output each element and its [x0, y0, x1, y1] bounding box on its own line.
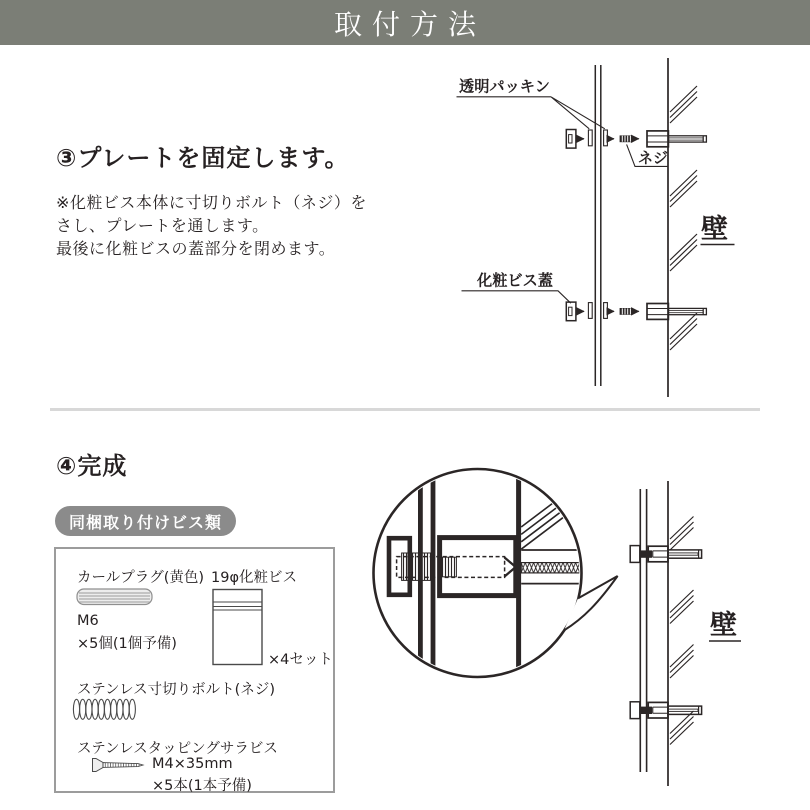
- part-tapping-name: ステンレスタッピングサラビス: [77, 741, 278, 757]
- wall-hatch: [670, 711, 694, 745]
- cap-label-text: 化粧ビス蓋: [477, 271, 553, 290]
- wall-label-text: 壁: [710, 610, 737, 641]
- wall-hatch: [670, 590, 694, 624]
- screw-assembly-upper: [566, 130, 706, 149]
- tapping-screw-illustration: [90, 755, 146, 775]
- part-bolt-name: ステンレス寸切りボルト(ネジ): [77, 682, 276, 698]
- wall-hatch: [670, 234, 697, 271]
- page-header: [0, 0, 810, 45]
- screw-label-text: ネジ: [638, 149, 669, 167]
- wall-hatch: [670, 170, 697, 207]
- screw-assembly-lower: [566, 302, 706, 321]
- wall-hatch: [670, 86, 697, 123]
- plate-lines: [640, 489, 646, 772]
- part-deco-screw-name: 19φ化粧ビス: [211, 570, 298, 586]
- step4-diagram: [360, 450, 810, 800]
- wall-hatch: [670, 517, 694, 551]
- label-screw: [627, 144, 668, 167]
- part-tapping-spec: M4×35mm: [152, 756, 233, 772]
- included-parts-badge: 同梱取り付けビス類: [55, 506, 236, 536]
- bolt-illustration: [70, 697, 140, 723]
- step4-heading: ④完成: [56, 452, 128, 480]
- wall-label-text: 壁: [701, 214, 728, 245]
- step3-body-line: ※化粧ビス本体に寸切りボルト（ネジ）を: [56, 193, 367, 212]
- label-cap: [462, 272, 571, 304]
- part-plug-name: カールプラグ(黄色): [77, 570, 205, 586]
- step3-body-line: さし、プレートを通します。: [56, 216, 269, 235]
- step3-diagram: [430, 55, 810, 400]
- label-wall: [701, 214, 735, 245]
- plug-illustration: [76, 587, 156, 609]
- wall-hatch: [670, 313, 697, 350]
- thread-hatch: [402, 553, 433, 580]
- thread-hatch: [438, 557, 456, 577]
- label-wall: [709, 610, 741, 641]
- packing-label-text: 透明パッキン: [459, 77, 550, 96]
- part-tapping-qty: ×5本(1本予備): [152, 778, 252, 794]
- section-divider: [50, 408, 760, 411]
- deco-screw-illustration: [211, 587, 265, 667]
- plate-lines: [595, 65, 601, 386]
- threaded-rod-section: [521, 563, 583, 573]
- part-plug-qty: ×5個(1個予備): [77, 636, 177, 652]
- part-deco-screw-qty: ×4セット: [268, 652, 333, 668]
- part-plug-spec: M6: [77, 613, 99, 629]
- label-packing: [457, 78, 605, 129]
- step3-heading: ③プレートを固定します。: [56, 144, 350, 172]
- step3-body-line: 最後に化粧ビスの蓋部分を閉めます。: [56, 239, 336, 258]
- wall-hatch: [670, 645, 694, 679]
- page-title: 取付方法: [333, 7, 486, 41]
